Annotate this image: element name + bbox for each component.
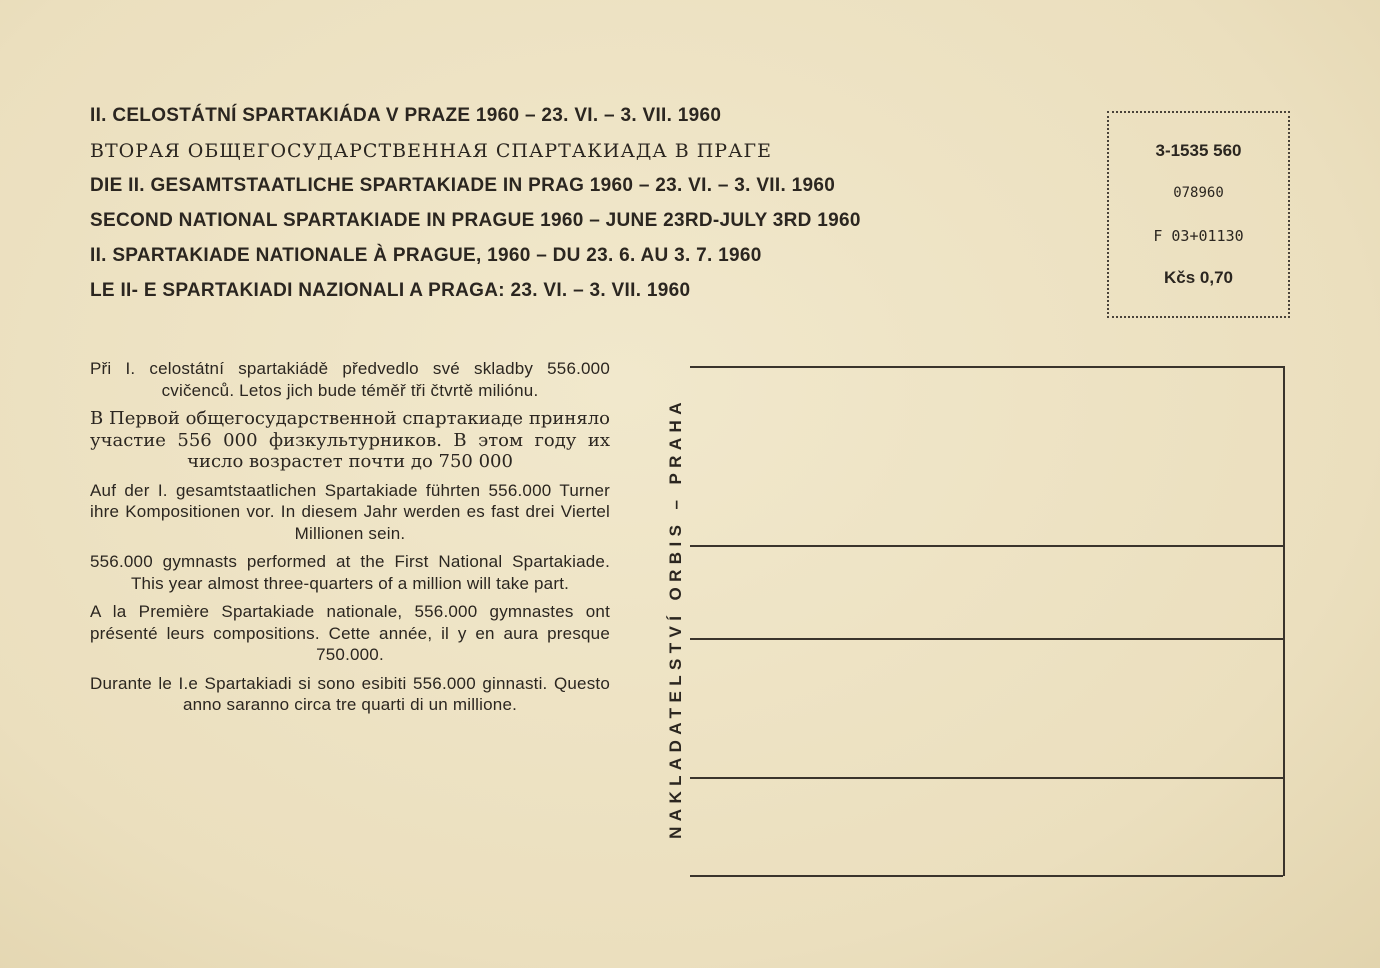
title-english: SECOND NATIONAL SPARTAKIADE IN PRAGUE 1960 – JUNE 23RD-JULY 3RD 1960 (90, 210, 861, 231)
publisher-imprint (664, 357, 688, 879)
address-line (690, 777, 1283, 779)
address-line (690, 545, 1283, 547)
stamp-price: Kčs 0,70 (1164, 268, 1233, 287)
stamp-serial: 078960 (1173, 185, 1224, 201)
title-czech: II. CELOSTÁTNÍ SPARTAKIÁDA V PRAZE 1960 – 23. VI. – 3. VII. 1960 (90, 105, 722, 126)
description-german: Auf der I. gesamtstaatlichen Spartakiade führten 556.000 Turner ihre Kompositionen vor. In diesem Jahr werden es fast drei Viertel Millionen sein. (90, 480, 610, 543)
address-line (690, 366, 1283, 368)
title-german: DIE II. GESAMTSTAATLICHE SPARTAKIADE IN PRAG 1960 – 23. VI. – 3. VII. 1960 (90, 175, 836, 196)
title-block (90, 102, 1090, 312)
description-russian: В Первой общегосударственной спартакиаде приняло участие 556 000 физкультурников. В этом году их число возрастет почти до 750 000 (90, 408, 610, 472)
title-italian: LE II- E SPARTAKIADI NAZIONALI A PRAGA: 23. VI. – 3. VII. 1960 (90, 280, 691, 301)
stamp-code: 3-1535 560 (1155, 141, 1242, 160)
description-italian: Durante le I.e Spartakiadi si sono esibiti 556.000 ginnasti. Questo anno saranno circa tre quarti di un millione. (90, 673, 610, 714)
address-line (690, 875, 1283, 877)
address-border (1283, 366, 1285, 876)
address-line (690, 638, 1283, 640)
description-block (90, 358, 610, 723)
description-english: 556.000 gymnasts performed at the First National Spartakiade. This year almost three-quarters of a million will take part. (90, 552, 610, 593)
title-russian: ВТОРАЯ ОБЩЕГОСУДАРСТВЕННАЯ СПАРТАКИАДА В ПРАГЕ (90, 140, 772, 162)
publisher-text: NAKLADATELSTVÍ ORBIS – PRAHA (666, 397, 686, 839)
description-french: A la Première Spartakiade nationale, 556.000 gymnastes ont présenté leurs compositions. Cette année, il y en aura presque 750.000. (90, 602, 610, 664)
stamp-reference: F 03+01130 (1153, 227, 1244, 245)
description-czech: Při I. celostátní spartakiádě předvedlo své skladby 556.000 cvičenců. Letos jich bude téměř tři čtvrtě miliónu. (90, 359, 610, 400)
title-french: II. SPARTAKIADE NATIONALE À PRAGUE, 1960 – DU 23. 6. AU 3. 7. 1960 (90, 245, 762, 266)
stamp-box (1107, 111, 1290, 318)
